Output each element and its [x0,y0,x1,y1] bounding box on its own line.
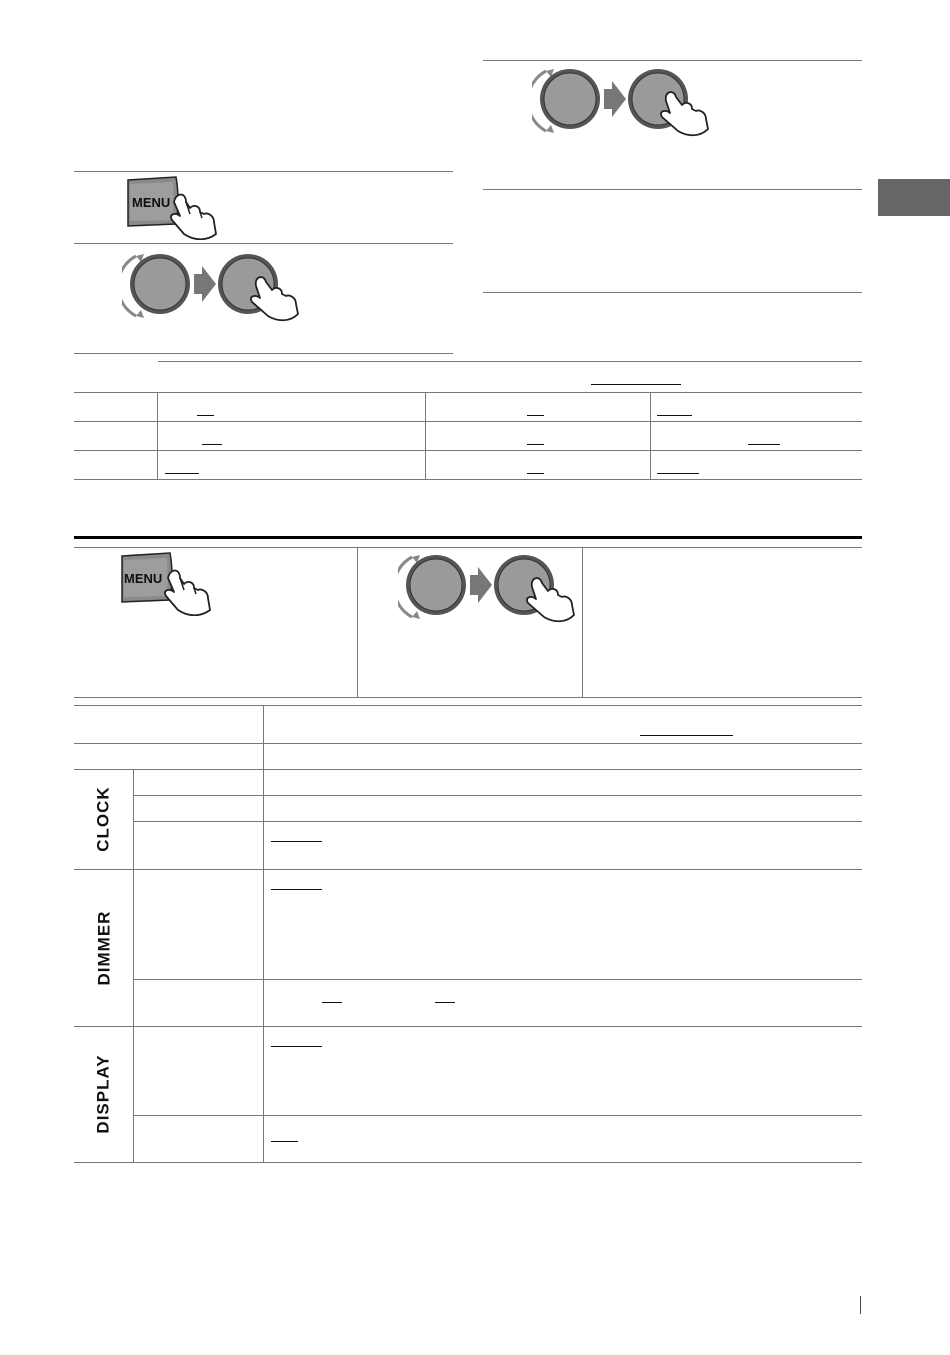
table-rule [74,869,862,870]
divider [74,697,862,698]
table-col-rule [425,392,426,480]
menu-button-illustration [118,550,218,616]
default-underline [640,735,733,736]
page-number-rule [860,1296,861,1314]
control-dial-illustration [398,551,578,623]
default-underline [197,415,214,416]
table-rule [74,450,862,451]
default-underline [322,1002,342,1003]
default-underline [202,444,222,445]
menu-button-press-icon [118,550,218,616]
control-dial-illustration [532,65,712,137]
control-dial-illustration [122,250,302,322]
divider [74,705,862,706]
control-dial-turn-then-press-icon [532,65,712,137]
table-rule [74,1162,862,1163]
table-col-rule [157,392,158,480]
panel-col-rule [582,547,583,697]
default-underline [657,415,692,416]
default-underline [271,1141,298,1142]
divider [483,189,862,190]
section-side-tab [878,179,950,216]
group-label-clock: CLOCK [94,786,114,852]
default-underline [657,473,699,474]
table-rule [74,479,862,480]
default-underline [748,444,780,445]
table-col-rule [650,392,651,480]
table-rule [133,1115,862,1116]
table-rule [158,361,862,362]
table-rule [133,979,862,980]
section-divider [74,536,862,539]
default-underline [165,473,199,474]
default-underline [271,1046,322,1047]
table-rule [74,1026,862,1027]
menu-button-press-icon [124,174,224,240]
menu-button-illustration [124,174,224,240]
default-underline [527,415,544,416]
divider [74,171,453,172]
default-underline [527,444,544,445]
default-underline [271,841,322,842]
divider [483,60,862,61]
table-rule [74,392,862,393]
panel-col-rule [357,547,358,697]
svg-text:MENU: MENU [124,571,163,586]
table-rule [133,821,862,822]
control-dial-turn-then-press-icon [398,551,578,623]
divider [74,547,862,548]
default-underline [527,473,544,474]
divider [74,243,453,244]
table-rule [133,795,862,796]
group-label-display: DISPLAY [94,1054,113,1134]
table-col-rule [263,705,264,1162]
divider [74,353,453,354]
default-underline [591,384,681,385]
control-dial-turn-then-press-icon [122,250,302,322]
default-underline [435,1002,455,1003]
group-label-dimmer: DIMMER [94,910,114,985]
default-underline [271,889,322,890]
divider [483,292,862,293]
table-rule [74,743,862,744]
svg-text:MENU: MENU [132,195,171,210]
table-rule [74,769,862,770]
table-rule [74,421,862,422]
